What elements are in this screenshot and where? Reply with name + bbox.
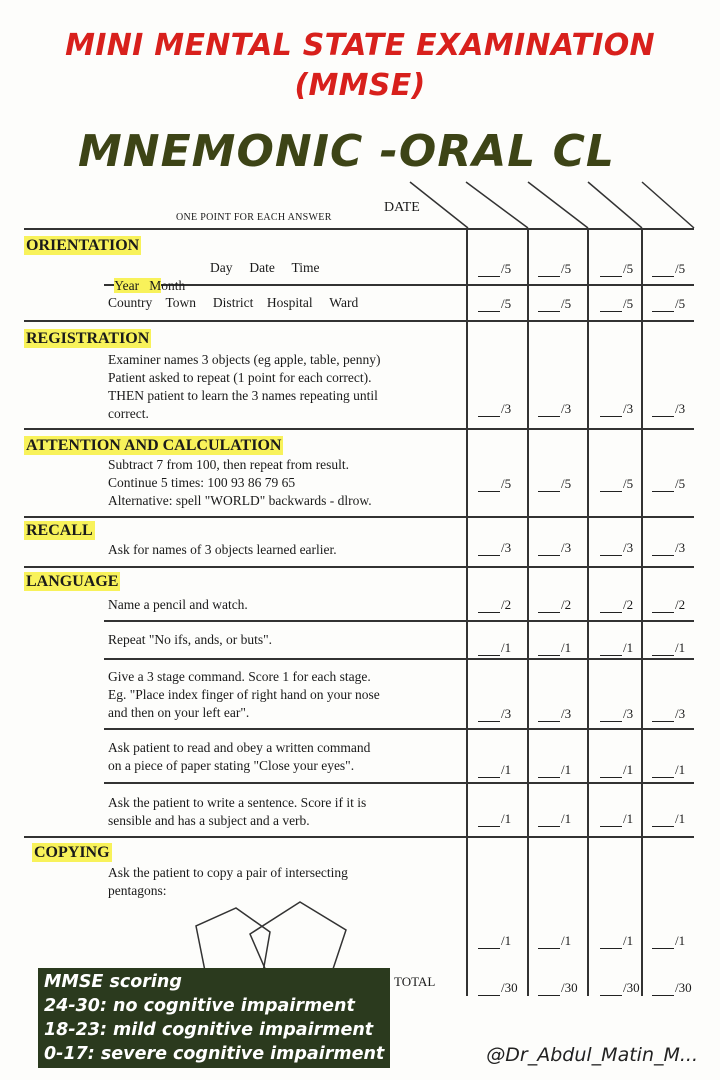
score-field-naming[interactable] — [478, 597, 511, 613]
row-divider — [104, 658, 694, 660]
score-field-read[interactable] — [538, 762, 571, 778]
item-recall: Ask for names of 3 objects learned earlier. — [108, 542, 337, 557]
score-field-time[interactable] — [538, 261, 571, 277]
score-max: /1 — [675, 762, 686, 777]
score-max: /1 — [675, 811, 686, 826]
score-max: /5 — [675, 261, 686, 276]
item-copy: Ask the patient to copy a pair of intersecting pentagons: — [108, 865, 348, 898]
score-max: /30 — [501, 980, 518, 995]
page-title: MINI MENTAL STATE EXAMINATION — [65, 28, 655, 63]
score-max: /1 — [501, 762, 512, 777]
item-write: Ask the patient to write a sentence. Score if it is sensible and has a subject and a verb. — [108, 795, 367, 828]
score-field-copy[interactable] — [478, 933, 511, 949]
score-field-attention[interactable] — [538, 476, 571, 492]
score-max: /5 — [623, 261, 634, 276]
score-max: /1 — [623, 640, 634, 655]
score-max: /1 — [561, 811, 572, 826]
score-max: /30 — [623, 980, 640, 995]
score-max: /5 — [623, 296, 634, 311]
score-max: /5 — [561, 261, 572, 276]
score-max: /3 — [675, 401, 686, 416]
mmse-scoring-box — [38, 968, 390, 1068]
score-field-naming[interactable] — [652, 597, 685, 613]
item-command: Give a 3 stage command. Score 1 for each stage. Eg. "Place index finger of right hand on your nose and then on your left ear". — [108, 669, 380, 720]
score-field-time[interactable] — [600, 261, 633, 277]
section-attention: ATTENTION AND CALCULATION — [26, 437, 282, 454]
score-field-read[interactable] — [478, 762, 511, 778]
score-max: /5 — [623, 476, 634, 491]
score-field-registration[interactable] — [600, 401, 633, 417]
score-max: /2 — [675, 597, 686, 612]
score-field-place[interactable] — [600, 296, 633, 312]
score-field-attention[interactable] — [652, 476, 685, 492]
score-field-copy[interactable] — [652, 933, 685, 949]
item-naming: Name a pencil and watch. — [108, 597, 248, 612]
score-max: /1 — [501, 933, 512, 948]
score-field-recall[interactable] — [538, 540, 571, 556]
score-max: /5 — [501, 476, 512, 491]
item-place: Country Town District Hospital Ward — [108, 295, 359, 310]
item-repeat: Repeat "No ifs, ands, or buts". — [108, 632, 272, 647]
score-field-repeat[interactable] — [538, 640, 571, 656]
total-label: TOTAL — [394, 974, 436, 989]
score-max: /1 — [675, 640, 686, 655]
score-max: /5 — [501, 261, 512, 276]
score-max: /3 — [623, 540, 634, 555]
item-attention: Subtract 7 from 100, then repeat from result. Continue 5 times: 100 93 86 79 65 Alternative: spell "WORLD" backwards - dlrow. — [108, 457, 372, 508]
score-max: /1 — [561, 640, 572, 655]
row-divider — [104, 620, 694, 622]
score-max: /3 — [501, 706, 512, 721]
item-read: Ask patient to read and obey a written command on a piece of paper stating "Close your eyes". — [108, 740, 371, 773]
score-field-naming[interactable] — [600, 597, 633, 613]
row-divider — [24, 320, 694, 322]
score-max: /1 — [623, 762, 634, 777]
score-max: /1 — [501, 640, 512, 655]
score-max: /30 — [675, 980, 692, 995]
score-max: /5 — [501, 296, 512, 311]
score-field-registration[interactable] — [478, 401, 511, 417]
score-max: /2 — [623, 597, 634, 612]
score-field-write[interactable] — [478, 811, 511, 827]
score-max: /30 — [561, 980, 578, 995]
score-max: /3 — [675, 540, 686, 555]
score-max: /2 — [561, 597, 572, 612]
one-point-note: ONE POINT FOR EACH ANSWER — [176, 212, 332, 223]
row-divider — [104, 284, 694, 286]
score-field-recall[interactable] — [600, 540, 633, 556]
section-registration: REGISTRATION — [26, 330, 150, 347]
score-field-command[interactable] — [652, 706, 685, 722]
score-max: /3 — [623, 706, 634, 721]
row-divider — [24, 428, 694, 430]
section-copying: COPYING — [34, 844, 110, 861]
score-max: /3 — [501, 540, 512, 555]
score-field-registration[interactable] — [538, 401, 571, 417]
score-max: /3 — [561, 706, 572, 721]
score-field-recall[interactable] — [478, 540, 511, 556]
score-field-total[interactable] — [538, 980, 578, 996]
score-field-attention[interactable] — [600, 476, 633, 492]
score-field-naming[interactable] — [538, 597, 571, 613]
score-field-recall[interactable] — [652, 540, 685, 556]
score-field-repeat[interactable] — [478, 640, 511, 656]
row-divider — [24, 566, 694, 568]
score-field-total[interactable] — [478, 980, 518, 996]
score-field-read[interactable] — [600, 762, 633, 778]
score-max: /3 — [561, 540, 572, 555]
date-column-headers — [0, 0, 720, 240]
score-field-copy[interactable] — [538, 933, 571, 949]
score-max: /1 — [561, 762, 572, 777]
score-max: /1 — [623, 933, 634, 948]
page-subtitle: (MMSE) — [294, 68, 426, 103]
column-divider — [527, 228, 529, 996]
score-field-write[interactable] — [600, 811, 633, 827]
score-field-total[interactable] — [652, 980, 692, 996]
column-divider — [466, 228, 468, 996]
score-field-place[interactable] — [538, 296, 571, 312]
score-field-time[interactable] — [652, 261, 685, 277]
score-field-write[interactable] — [652, 811, 685, 827]
section-orientation: ORIENTATION — [26, 237, 140, 254]
row-divider — [24, 516, 694, 518]
item-year: Year — [114, 278, 140, 293]
score-max: /3 — [623, 401, 634, 416]
row-divider — [24, 228, 694, 230]
score-field-place[interactable] — [652, 296, 685, 312]
score-field-place[interactable] — [478, 296, 511, 312]
scoring-range-normal: 24-30: no cognitive impairment — [44, 996, 355, 1016]
score-max: /2 — [501, 597, 512, 612]
score-max: /3 — [675, 706, 686, 721]
scoring-range-mild: 18-23: mild cognitive impairment — [44, 1020, 374, 1040]
item-registration: Examiner names 3 objects (eg apple, table, penny) Patient asked to repeat (1 point for each correct). THEN patient to learn the 3 names repeating until correct. — [108, 352, 381, 421]
score-max: /5 — [561, 296, 572, 311]
score-max: /5 — [675, 296, 686, 311]
row-divider — [104, 728, 694, 730]
section-recall: RECALL — [26, 522, 93, 539]
score-field-repeat[interactable] — [652, 640, 685, 656]
item-month: onth — [161, 278, 186, 293]
date-label: DATE — [384, 200, 420, 215]
score-max: /3 — [501, 401, 512, 416]
row-divider — [24, 836, 694, 838]
score-field-registration[interactable] — [652, 401, 685, 417]
score-field-write[interactable] — [538, 811, 571, 827]
column-divider — [641, 228, 643, 996]
score-max: /5 — [561, 476, 572, 491]
score-field-command[interactable] — [600, 706, 633, 722]
column-divider — [587, 228, 589, 996]
score-field-total[interactable] — [600, 980, 640, 996]
score-max: /3 — [561, 401, 572, 416]
score-max: /1 — [623, 811, 634, 826]
score-field-copy[interactable] — [600, 933, 633, 949]
score-field-repeat[interactable] — [600, 640, 633, 656]
item-day-date-time: Day Date Time — [210, 260, 320, 275]
score-field-command[interactable] — [538, 706, 571, 722]
author-handle: @Dr_Abdul_Matin_M... — [486, 1044, 698, 1066]
score-field-command[interactable] — [478, 706, 511, 722]
score-field-read[interactable] — [652, 762, 685, 778]
row-divider — [104, 782, 694, 784]
scoring-title: MMSE scoring — [44, 972, 182, 992]
score-max: /1 — [501, 811, 512, 826]
score-max: /1 — [561, 933, 572, 948]
score-max: /1 — [675, 933, 686, 948]
score-field-attention[interactable] — [478, 476, 511, 492]
scoring-range-severe: 0-17: severe cognitive impairment — [44, 1044, 385, 1064]
score-max: /5 — [675, 476, 686, 491]
section-language: LANGUAGE — [26, 573, 119, 590]
score-field-time[interactable] — [478, 261, 511, 277]
mnemonic-heading: MNEMONIC -ORAL CL — [78, 126, 615, 177]
